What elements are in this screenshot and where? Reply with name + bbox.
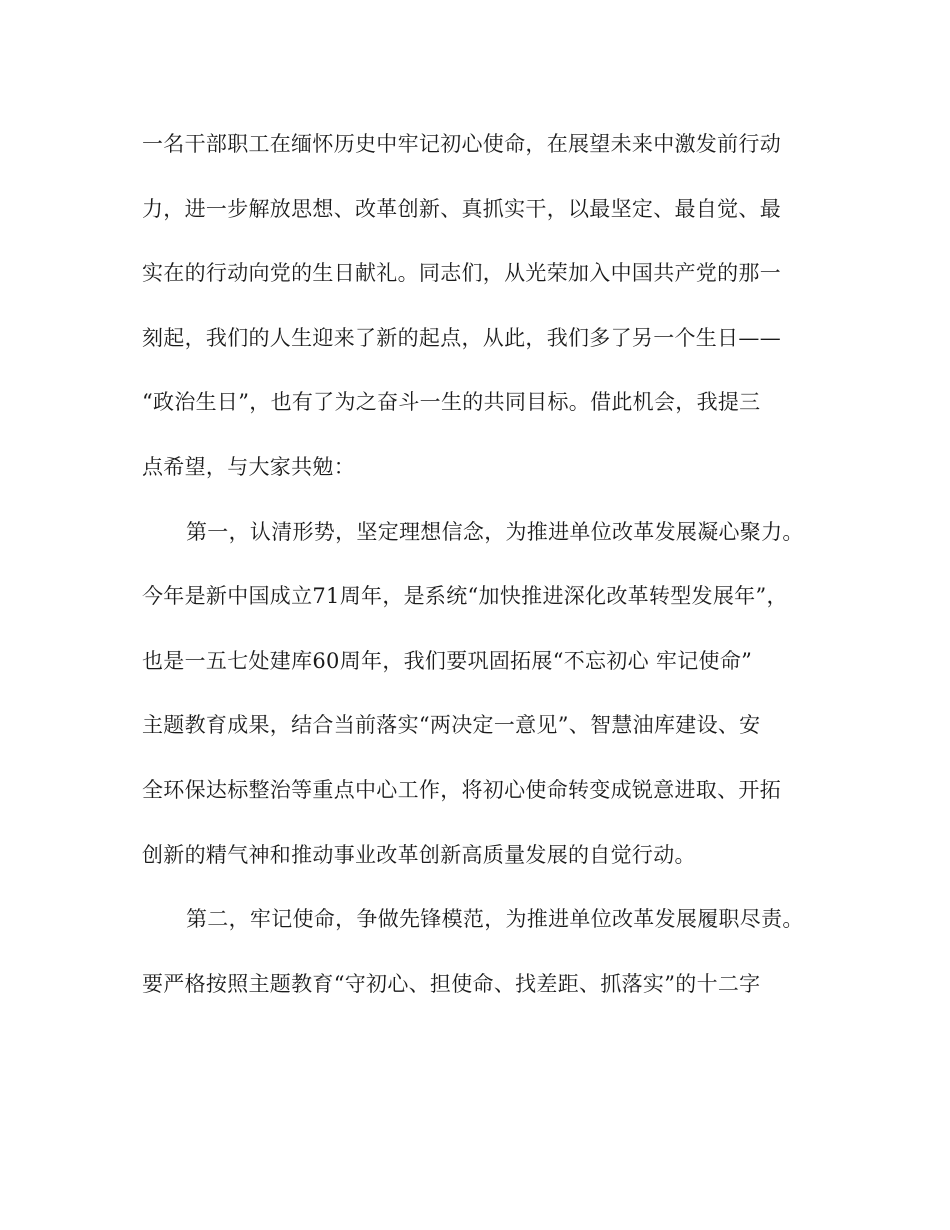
text-line: 要严格按照主题教育“守初心、担使命、找差距、抓落实”的十二字	[142, 971, 761, 996]
text-line: 一名干部职工在缅怀历史中牢记初心使命，在展望未来中激发前行动	[142, 132, 781, 156]
text-line: 刻起，我们的人生迎来了新的起点，从此，我们多了另一个生日——	[142, 325, 781, 350]
text-line: 实在的行动向党的生日献礼。同志们，从光荣加入中国共产党的那一	[142, 261, 781, 286]
text-line: 点希望，与大家共勉：	[142, 454, 355, 479]
text-line: 创新的精气神和推动事业改革创新高质量发展的自觉行动。	[142, 842, 696, 867]
text-line: 主题教育成果，结合当前落实“两决定一意见”、智慧油库建设、安	[142, 713, 761, 738]
paragraph-heading-first: 第一，认清形势，坚定理想信念，为推进单位改革发展凝心聚力。	[186, 519, 804, 544]
text-line: “政治生日”，也有了为之奋斗一生的共同目标。借此机会，我提三	[142, 390, 761, 415]
text-line: 今年是新中国成立71周年，是系统“加快推进深化改革转型发展年”，	[142, 584, 788, 609]
paragraph-heading-second: 第二，牢记使命，争做先锋模范，为推进单位改革发展履职尽责。	[186, 907, 804, 932]
text-line: 全环保达标整治等重点中心工作，将初心使命转变成锐意进取、开拓	[142, 777, 781, 802]
text-line: 力，进一步解放思想、改革创新、真抓实干，以最坚定、最自觉、最	[142, 196, 781, 221]
body-text	[142, 122, 822, 1026]
text-line: 也是一五七处建库60周年，我们要巩固拓展“不忘初心 牢记使命”	[142, 648, 753, 673]
